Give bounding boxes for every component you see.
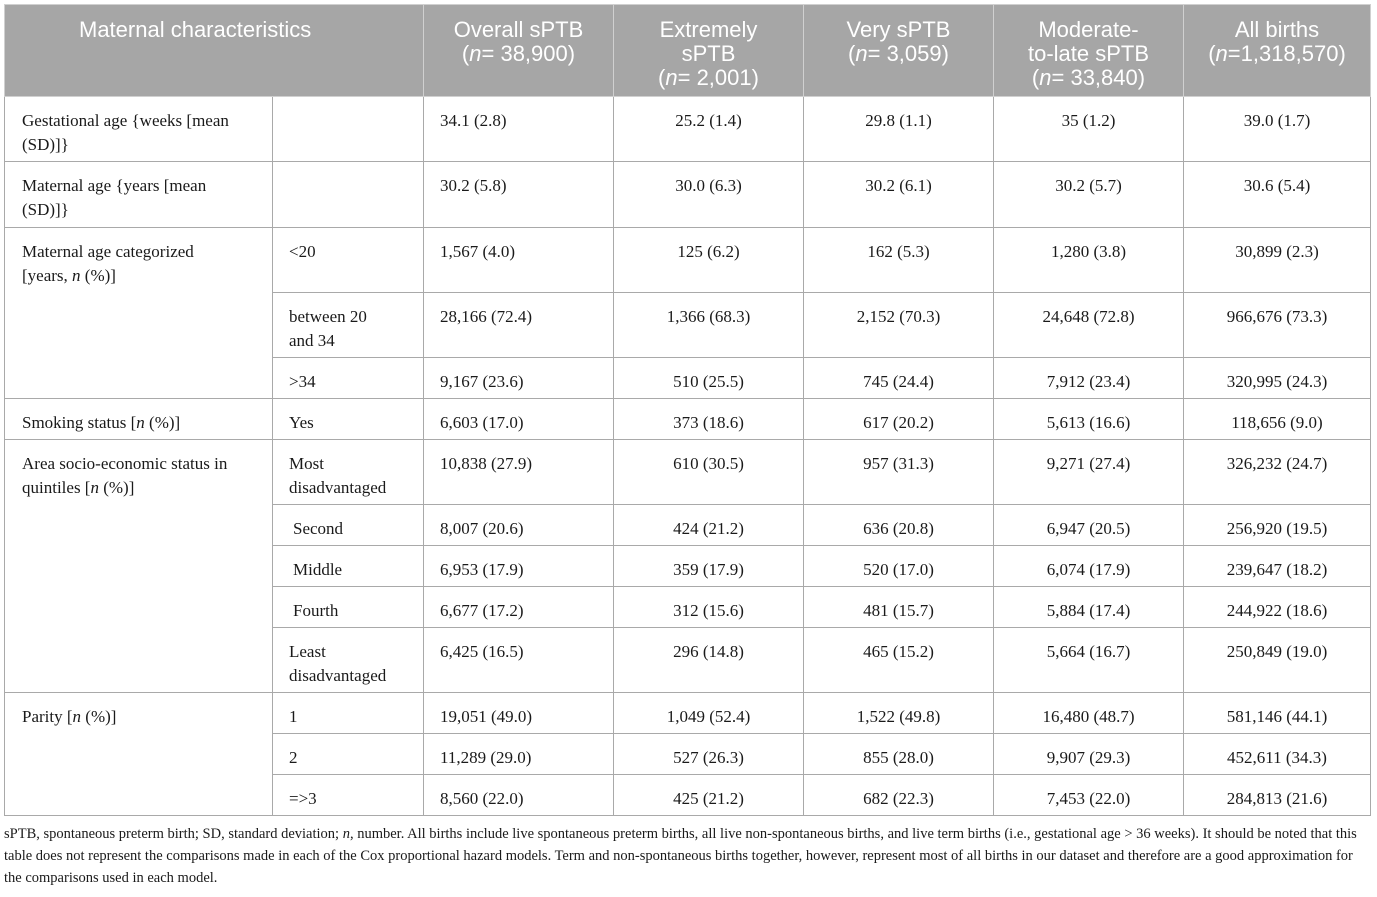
table-header <box>5 5 1371 97</box>
table-container <box>4 4 1370 816</box>
subcategory-line: Yes <box>289 413 314 432</box>
value-extremely-sptb: 610 (30.5) <box>614 440 804 505</box>
value-all-births: 39.0 (1.7) <box>1184 97 1371 162</box>
table-row <box>5 228 1371 293</box>
value-moderate-to-late-sptb: 6,947 (20.5) <box>994 505 1184 546</box>
label-line: Area socio-economic status in <box>22 454 228 473</box>
value-moderate-to-late-sptb: 5,613 (16.6) <box>994 399 1184 440</box>
subcategory-middle <box>273 546 424 587</box>
subcategory-line: Second <box>293 519 344 538</box>
table-row <box>5 162 1371 228</box>
value-extremely-sptb: 1,049 (52.4) <box>614 693 804 734</box>
value-moderate-to-late-sptb: 35 (1.2) <box>994 97 1184 162</box>
subcategory-line: Fourth <box>293 601 339 620</box>
value-overall-sptb: 6,677 (17.2) <box>424 587 614 628</box>
label-line: Maternal age {years [mean <box>22 176 207 195</box>
subcategory-most-disadvantaged <box>273 440 424 505</box>
subcategory-line: 1 <box>289 707 298 726</box>
value-moderate-to-late-sptb: 9,907 (29.3) <box>994 734 1184 775</box>
header-line: Moderate- <box>1038 17 1139 42</box>
subcategory-over-34 <box>273 358 424 399</box>
subcategory-line: Least <box>289 642 326 661</box>
value-overall-sptb: 10,838 (27.9) <box>424 440 614 505</box>
subcategory-line: and 34 <box>289 331 335 350</box>
value-extremely-sptb: 30.0 (6.3) <box>614 162 804 228</box>
value-very-sptb: 1,522 (49.8) <box>804 693 994 734</box>
subcategory-cell <box>273 97 424 162</box>
value-all-births: 239,647 (18.2) <box>1184 546 1371 587</box>
value-overall-sptb: 30.2 (5.8) <box>424 162 614 228</box>
value-moderate-to-late-sptb: 7,453 (22.0) <box>994 775 1184 816</box>
subcategory-second <box>273 505 424 546</box>
header-line: All births <box>1234 17 1320 42</box>
value-all-births: 284,813 (21.6) <box>1184 775 1371 816</box>
value-very-sptb: 29.8 (1.1) <box>804 97 994 162</box>
value-all-births: 30,899 (2.3) <box>1184 228 1371 293</box>
value-all-births: 326,232 (24.7) <box>1184 440 1371 505</box>
subcategory-line: disadvantaged <box>289 666 387 685</box>
value-moderate-to-late-sptb: 6,074 (17.9) <box>994 546 1184 587</box>
subcategory-line: >34 <box>289 372 316 391</box>
value-all-births: 30.6 (5.4) <box>1184 162 1371 228</box>
value-all-births: 966,676 (73.3) <box>1184 293 1371 358</box>
subcategory-line: =>3 <box>289 789 317 808</box>
value-extremely-sptb: 1,366 (68.3) <box>614 293 804 358</box>
subcategory-line: <20 <box>289 242 316 261</box>
header-moderate-to-late-sptb <box>994 5 1184 97</box>
value-moderate-to-late-sptb: 1,280 (3.8) <box>994 228 1184 293</box>
header-line: sPTB <box>681 41 736 66</box>
label-line: quintiles [n (%)] <box>22 478 135 497</box>
value-very-sptb: 957 (31.3) <box>804 440 994 505</box>
value-moderate-to-late-sptb: 7,912 (23.4) <box>994 358 1184 399</box>
table-body <box>5 97 1371 816</box>
label-line: Parity [n (%)] <box>22 707 117 726</box>
value-extremely-sptb: 25.2 (1.4) <box>614 97 804 162</box>
maternal-characteristics-table <box>4 4 1371 816</box>
header-row <box>5 5 1371 97</box>
header-all-births <box>1184 5 1371 97</box>
header-line: Extremely <box>659 17 758 42</box>
row-label-maternal-age-categorized <box>5 228 273 399</box>
value-all-births: 452,611 (34.3) <box>1184 734 1371 775</box>
subcategory-line: 2 <box>289 748 298 767</box>
value-moderate-to-late-sptb: 9,271 (27.4) <box>994 440 1184 505</box>
value-extremely-sptb: 125 (6.2) <box>614 228 804 293</box>
header-line: (n=1,318,570) <box>1208 41 1346 66</box>
row-label-area-socio-economic-status <box>5 440 273 693</box>
value-very-sptb: 855 (28.0) <box>804 734 994 775</box>
value-overall-sptb: 11,289 (29.0) <box>424 734 614 775</box>
value-moderate-to-late-sptb: 5,884 (17.4) <box>994 587 1184 628</box>
value-all-births: 256,920 (19.5) <box>1184 505 1371 546</box>
value-moderate-to-late-sptb: 16,480 (48.7) <box>994 693 1184 734</box>
value-extremely-sptb: 425 (21.2) <box>614 775 804 816</box>
row-label-parity <box>5 693 273 816</box>
header-maternal-characteristics <box>5 5 424 97</box>
table-footnote: sPTB, spontaneous preterm birth; SD, standard deviation; n, number. All births include live spontaneous preterm births, all live non-spontaneous births, and live term births (i.e., gestational age > 36 weeks). It should be noted that this table does not represent the comparisons made in each of the Cox proportional hazard models. Term and non-spontaneous births together, however, represent most of all births in our dataset and therefore are a good approximation for the comparisons used in each model. <box>4 826 1357 886</box>
value-extremely-sptb: 510 (25.5) <box>614 358 804 399</box>
header-very-sptb <box>804 5 994 97</box>
value-very-sptb: 162 (5.3) <box>804 228 994 293</box>
value-extremely-sptb: 296 (14.8) <box>614 628 804 693</box>
subcategory-least-disadvantaged <box>273 628 424 693</box>
subcategory-parity-1 <box>273 693 424 734</box>
value-extremely-sptb: 527 (26.3) <box>614 734 804 775</box>
value-extremely-sptb: 424 (21.2) <box>614 505 804 546</box>
row-label-smoking-status <box>5 399 273 440</box>
subcategory-yes <box>273 399 424 440</box>
value-overall-sptb: 28,166 (72.4) <box>424 293 614 358</box>
table-row <box>5 97 1371 162</box>
value-all-births: 244,922 (18.6) <box>1184 587 1371 628</box>
header-line: (n= 2,001) <box>658 65 759 90</box>
subcategory-parity-3-plus <box>273 775 424 816</box>
subcategory-line: disadvantaged <box>289 478 387 497</box>
value-overall-sptb: 8,560 (22.0) <box>424 775 614 816</box>
value-very-sptb: 2,152 (70.3) <box>804 293 994 358</box>
value-overall-sptb: 6,603 (17.0) <box>424 399 614 440</box>
value-overall-sptb: 8,007 (20.6) <box>424 505 614 546</box>
value-very-sptb: 481 (15.7) <box>804 587 994 628</box>
value-very-sptb: 465 (15.2) <box>804 628 994 693</box>
label-line: (SD)]} <box>22 135 69 154</box>
table-row <box>5 399 1371 440</box>
value-very-sptb: 520 (17.0) <box>804 546 994 587</box>
value-all-births: 118,656 (9.0) <box>1184 399 1371 440</box>
subcategory-line: between 20 <box>289 307 367 326</box>
header-text: Maternal characteristics <box>79 17 312 42</box>
subcategory-cell <box>273 162 424 228</box>
value-all-births: 320,995 (24.3) <box>1184 358 1371 399</box>
table-row <box>5 440 1371 505</box>
label-line: (SD)]} <box>22 200 69 219</box>
value-overall-sptb: 6,953 (17.9) <box>424 546 614 587</box>
value-very-sptb: 617 (20.2) <box>804 399 994 440</box>
subcategory-line: Middle <box>293 560 343 579</box>
value-extremely-sptb: 359 (17.9) <box>614 546 804 587</box>
subcategory-under-20 <box>273 228 424 293</box>
value-all-births: 250,849 (19.0) <box>1184 628 1371 693</box>
header-line: Overall sPTB <box>453 17 584 42</box>
value-extremely-sptb: 312 (15.6) <box>614 587 804 628</box>
value-moderate-to-late-sptb: 5,664 (16.7) <box>994 628 1184 693</box>
subcategory-between-20-and-34 <box>273 293 424 358</box>
value-very-sptb: 30.2 (6.1) <box>804 162 994 228</box>
label-line: Smoking status [n (%)] <box>22 413 181 432</box>
value-moderate-to-late-sptb: 30.2 (5.7) <box>994 162 1184 228</box>
label-line: Gestational age {weeks [mean <box>22 111 229 130</box>
value-overall-sptb: 19,051 (49.0) <box>424 693 614 734</box>
label-line: [years, n (%)] <box>22 266 116 285</box>
value-overall-sptb: 9,167 (23.6) <box>424 358 614 399</box>
value-overall-sptb: 34.1 (2.8) <box>424 97 614 162</box>
label-line: Maternal age categorized <box>22 242 194 261</box>
subcategory-line: Most <box>289 454 324 473</box>
header-line: to-late sPTB <box>1027 41 1150 66</box>
value-very-sptb: 682 (22.3) <box>804 775 994 816</box>
value-very-sptb: 636 (20.8) <box>804 505 994 546</box>
row-label-gestational-age <box>5 97 273 162</box>
header-overall-sptb <box>424 5 614 97</box>
value-moderate-to-late-sptb: 24,648 (72.8) <box>994 293 1184 358</box>
value-overall-sptb: 1,567 (4.0) <box>424 228 614 293</box>
subcategory-fourth <box>273 587 424 628</box>
value-extremely-sptb: 373 (18.6) <box>614 399 804 440</box>
header-line: (n= 38,900) <box>461 41 576 66</box>
table-row <box>5 693 1371 734</box>
value-all-births: 581,146 (44.1) <box>1184 693 1371 734</box>
header-line: Very sPTB <box>846 17 951 42</box>
header-extremely-sptb <box>614 5 804 97</box>
value-overall-sptb: 6,425 (16.5) <box>424 628 614 693</box>
header-line: (n= 33,840) <box>1031 65 1146 90</box>
value-very-sptb: 745 (24.4) <box>804 358 994 399</box>
subcategory-parity-2 <box>273 734 424 775</box>
row-label-maternal-age <box>5 162 273 228</box>
header-line: (n= 3,059) <box>848 41 949 66</box>
